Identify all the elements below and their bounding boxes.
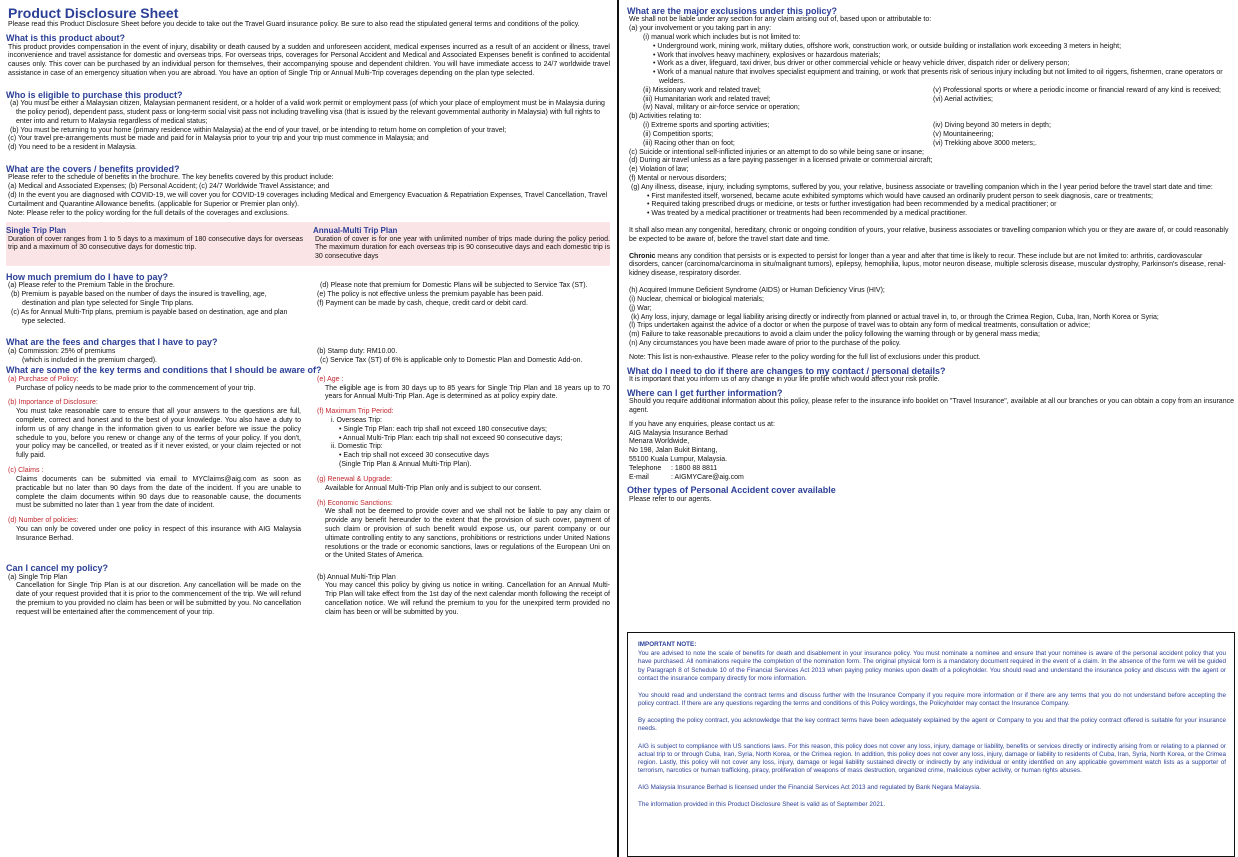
term-body: Available for Annual Multi-Trip Plan only and is subject to our consent.: [325, 484, 542, 492]
eligibility-item: (c) Your travel pre-arrangements must be made and paid for in Malaysia prior to your trip and your trip must commence in Malaysia; and: [8, 135, 429, 143]
important-note-paragraph: The information provided in this Product Disclosure Sheet is valid as of September 2021.: [638, 801, 886, 809]
exclusion-item: (iv) Naval, military or air-force service or operation;: [643, 104, 800, 112]
product-description: This product provides compensation in the event of injury, disability or death caused by a sudden and unforeseen accident, medical expenses incurred as a result of an accident or illness, travel inconvenience and travel assistance for domestic and overseas trips. For overseas trips, coverages for Personal Accident and Medical and Associated Expenses benefit is confined to accidental causes only. This cover can be purchased by an individual person for themselves, their accompanying spouse and dependent children. You will have immediate access to 24/7 worldwide travel assistance in case of an emergency situation when you are abroad. You have an option of Single Trip or Annual Multi-Trip coverages depending on the plan type selected.: [8, 43, 610, 77]
telephone-line: [629, 465, 1235, 474]
annual-trip-plan: [313, 226, 610, 262]
term-age: [315, 376, 610, 402]
section-heading-exclusions: What are the major exclusions under this policy?: [627, 6, 838, 16]
section-heading-other-cover: Other types of Personal Accident cover available: [627, 485, 836, 496]
eligibility-item: (a) You must be either a Malaysian citizen, Malaysian permanent resident, or a holder of a valid work permit or employment pass (of which your place of employment must be in Malaysia during the policy period), dependent pass, student pass or long-term social visit pass not including travelling visa (that is issued by the relevant governmental authority in Malaysia) with full rights to enter into and return to Malaysia regardless of medical status;: [10, 100, 605, 125]
telephone-value[interactable]: : 1800 88 8811: [671, 464, 718, 472]
address-line: AIG Malaysia Insurance Berhad: [629, 429, 728, 437]
enquiries-text: If you have any enquiries, please contact us at:: [629, 420, 775, 428]
term-title: (d) Number of policies:: [8, 517, 79, 525]
term-body: You must take reasonable care to ensure that all your answers to the questions are full, complete, correct and honest and to the best of your knowledge. You also have a duty to inform us of any change in the information given to us earlier before we issue the policy schedule to you, before you renew or change any of the terms of your policy. If you don't, your policy may be cancelled, or treated as if it never existed, or your claim rejected or not fully paid.: [16, 408, 301, 460]
exclusion-item: (i) manual work which includes but is not limited to:: [643, 33, 801, 41]
important-note-paragraph: By accepting the policy contract, you acknowledge that the key contract terms have been adequately explained by the agent or Company to you and that the policy contract offered is suitable for your insurance needs.: [638, 717, 1226, 733]
exclusion-bullet: • First manifested itself, worsened, became acute exhibited symptoms which would have caused an ordinarily prudent person to seek diagnosis, care or treatments;: [647, 192, 1153, 200]
term-body: Purchase of policy needs to be made prior to the commencement of your trip.: [16, 384, 256, 392]
exclusion-item: (m) Failure to take reasonable precautions to avoid a claim under the policy following the warning through or by general mass media;: [629, 331, 1040, 339]
section-heading-fees: What are the fees and charges that I have to pay?: [6, 337, 218, 348]
exclusion-note: Note: This list is non-exhaustive. Please refer to the policy wording for the full list of exclusions under this product.: [629, 353, 981, 361]
exclusion-item: (v) Professional sports or where a periodic income or financial reward of any kind is received;: [933, 86, 1221, 94]
other-cover-text: Please refer to our agents.: [629, 495, 712, 503]
page-title: Product Disclosure Sheet: [8, 5, 179, 21]
exclusion-bullet: • Was treated by a medical practitioner or treatments had been recommended by a medical practitioner.: [647, 210, 968, 218]
important-note-box: [627, 632, 1235, 857]
fee-item: (c) Service Tax (ST) of 6% is applicable only to Domestic Plan and Domestic Add-on.: [320, 356, 583, 364]
term-claims: [6, 467, 301, 511]
section-heading-cancel: Can I cancel my policy?: [6, 563, 109, 574]
single-trip-plan: [6, 226, 303, 262]
telephone-label: Telephone: [629, 464, 662, 472]
fees-columns: [6, 348, 610, 366]
exclusion-item: (b) Activities relating to:: [629, 113, 702, 121]
benefits-intro: Please refer to the schedule of benefits in the brochure. The key benefits covered by this product include:: [8, 174, 334, 182]
premium-item: (c) As for Annual Multi-Trip plans, premium is payable based on destination, age and plan type selected.: [11, 308, 288, 325]
activities-grid: [627, 122, 1235, 148]
premium-item: (d) Please note that premium for Domestic Plans will be subjected to Service Tax (ST).: [320, 282, 588, 290]
term-line: i. Overseas Trip:: [331, 417, 382, 425]
premium-item: (e) The policy is not effective unless the premium payable has been paid.: [317, 291, 544, 299]
term-line: (Single Trip Plan & Annual Multi-Trip Plan).: [339, 461, 472, 469]
term-title: (e) Age :: [317, 375, 344, 383]
exclusion-item: (e) Violation of law;: [629, 166, 689, 174]
exclusion-bullet: • Required taking prescribed drugs or medicine, or tests or further investigation had been recommended by a medical practitioner; or: [647, 201, 1057, 209]
chronic-definition: [629, 253, 1235, 279]
benefits-note: Note: Please refer to the policy wording for the full details of the coverages and exclusions.: [8, 209, 289, 217]
eligibility-item: (b) You must be returning to your home (primary residence within Malaysia) at the end of your travel, or be intending to return home on completion of your travel;: [10, 126, 507, 134]
exclusion-item: (v) Mountaineering;: [933, 130, 994, 138]
term-sanctions: [315, 500, 610, 562]
cancel-annual-title: (b) Annual Multi-Trip Plan: [317, 573, 396, 581]
section-heading-terms: What are some of the key terms and conditions that I should be aware of?: [6, 365, 322, 376]
term-body: Claims documents can be submitted via email to MYClaims@aig.com as soon as practicable but no later than 90 days from the date of the incident. If you are unable to complete the claim documents within 90 days due to reasonable cause, the documents must be submitted no later than 1 year from the date of incident.: [16, 475, 301, 510]
exclusion-bullet: • Work of a manual nature that involves specialist equipment and training, or work that presents risk of serious injury including but not limited to oil riggers, fishermen, crane operators or welders.: [653, 69, 1223, 86]
section-heading-product: What is this product about?: [6, 33, 125, 44]
term-title: (g) Renewal & Upgrade:: [317, 475, 393, 483]
term-title: (h) Economic Sanctions:: [317, 499, 393, 507]
term-line: • Each trip shall not exceed 30 consecutive days: [339, 452, 489, 460]
email-line: [629, 474, 1235, 483]
term-line: ii. Domestic Trip:: [331, 443, 383, 451]
cancel-single-body: Cancellation for Single Trip Plan is at our discretion. Any cancellation will be made on the date of your request provided that it is prior to the commencement of the trip. We will refund the premium to you provided no claim has been or will be submitted by you. No cancellation request will be entertained after the commencement of your trip.: [16, 582, 301, 616]
section-heading-eligibility: Who is eligible to purchase this product?: [6, 89, 183, 100]
term-title: (a) Purchase of Policy:: [8, 375, 79, 383]
term-renewal: [315, 476, 610, 494]
annual-trip-heading: Annual-Multi Trip Plan: [313, 226, 398, 236]
term-line: • Single Trip Plan: each trip shall not exceed 180 consecutive days;: [339, 425, 547, 433]
section-heading-further-info: Where can I get further information?: [627, 387, 783, 398]
section-heading-benefits: What are the covers / benefits provided?: [6, 164, 180, 175]
term-line: • Annual Multi-Trip Plan: each trip shall not exceed 90 consecutive days;: [339, 434, 563, 442]
address-line: 55100 Kuala Lumpur, Malaysia.: [629, 455, 728, 463]
exclusion-item: (h) Acquired Immune Deficient Syndrome (AIDS) or Human Deficiency Virus (HIV);: [629, 287, 885, 295]
exclusion-item: (a) your involvement or you taking part in any:: [629, 25, 772, 33]
premium-columns: [6, 282, 610, 326]
single-trip-heading: Single Trip Plan: [6, 226, 67, 236]
term-max-trip: [315, 408, 610, 470]
exclusions-intro: We shall not be liable under any section for any claim arising out of, based upon or attributable to:: [629, 16, 932, 24]
eligibility-item: (d) You need to be a resident in Malaysia.: [8, 144, 137, 152]
email-value[interactable]: : AIGMYCare@aig.com: [671, 473, 744, 481]
term-body: You can only be covered under one policy in respect of this insurance with AIG Malaysia Insurance Berhad.: [16, 525, 301, 542]
exclusion-item: (vi) Aerial activities;: [933, 95, 993, 103]
exclusion-item: (i) Extreme sports and sporting activities;: [643, 122, 770, 130]
exclusion-item: (g) Any illness, disease, injury, including symptoms, suffered by you, your relative, business associate or travelling companion which in the l year period before the travel start date and time:: [631, 183, 1213, 191]
premium-item: (b) Premium is payable based on the number of days the insured is travelling, age, destination and plan type selected for Single Trip plans.: [11, 291, 267, 308]
fee-item: (which is included in the premium charged).: [22, 356, 158, 364]
occupation-grid: [627, 87, 1235, 113]
plan-types-box: [6, 222, 610, 266]
contact-changes-text: It is important that you inform us of any change in your life profile which would affect your risk profile.: [629, 375, 940, 383]
right-column: [627, 0, 1235, 857]
address-line: Menara Worldwide,: [629, 438, 690, 446]
exclusion-bullet: • Work as a diver, lifeguard, taxi driver, bus driver or other commercial vehicle or heavy vehicle driver, dispatch rider or delivery person;: [653, 60, 1070, 68]
important-note-paragraph: AIG Malaysia Insurance Berhad is licensed under the Financial Services Act 2013 and regulated by Bank Negara Malaysia.: [638, 784, 982, 792]
chronic-term: Chronic: [629, 252, 656, 260]
annual-trip-text: Duration of cover is for one year with unlimited number of trips made during the policy period. The maximum duration for each overseas trip is 90 consecutive days and each domestic trip is 30 consecutive days: [315, 235, 610, 261]
important-note-title: IMPORTANT NOTE:: [638, 641, 697, 648]
chronic-text: means any condition that persists or is expected to persist for longer than a year and after that time is likely to recur. These include but are not limited to: arthritis, cardiovascular disorders, cancer (carcinoma/carcinoma in situ/malignant tumors), epilepsy, hemophilia, lupus, motor neuron disease, multiple sclerosis disease, muscular dystrophy, Parkinson's disease, renal-kidney disease, respiratory disorder.: [629, 252, 1226, 278]
exclusion-bullet: • Work that involves heavy machinery, explosives or hazardous materials;: [653, 51, 881, 59]
exclusion-item: (ii) Missionary work and related travel;: [643, 86, 761, 94]
exclusion-item: (k) Any loss, injury, damage or legal liability arising directly or indirectly from planned or actual travel in, to, or through the Crimea Region, Cuba, Iran, North Korea or Syria;: [631, 313, 1159, 321]
fee-item: (a) Commission: 25% of premiums: [8, 347, 116, 355]
premium-item: (a) Please refer to the Premium Table in the brochure.: [8, 282, 175, 290]
exclusion-item: (iii) Humanitarian work and related travel;: [643, 95, 771, 103]
exclusion-item: (j) War;: [629, 304, 652, 312]
exclusion-item: (ii) Competition sports;: [643, 130, 714, 138]
term-title: (b) Importance of Disclosure:: [8, 399, 98, 407]
address-line: No 198, Jalan Bukit Bintang,: [629, 447, 718, 455]
term-body: We shall not be deemed to provide cover and we shall not be liable to pay any claim or provide any benefit hereunder to the extent that the provision of such cover, payment of such claim or provision of such benefit would expose us, our parent company or our ultimate controlling entity to any sanctions, prohibitions or restrictions under United Nations resolutions or the trade or economic sanctions, laws or regulations of the European Uni on or the United States of America.: [325, 508, 610, 560]
terms-columns: [6, 376, 610, 567]
exclusion-item: (iii) Racing other than on foot;: [643, 139, 735, 147]
exclusion-item: (l) Trips undertaken against the advice of a doctor or when the purpose of travel was to obtain any form of medical treatments, consultation or advice;: [629, 322, 1091, 330]
exclusion-item: (n) Any circumstances you have been made aware of prior to the purchase of the policy.: [629, 339, 901, 347]
term-number-of-policies: [6, 517, 301, 543]
cancel-single-title: (a) Single Trip Plan: [8, 573, 68, 581]
left-column: [6, 0, 610, 857]
cancel-annual-body: You may cancel this policy by giving us notice in writing. Cancellation for an Annual Multi-Trip Plan will take effect from the 1st day of the next calendar month following the receipt of cancellation notice. We will refund the premium to you for the unexpired term provided no claim has been or will be submitted by you.: [325, 582, 610, 616]
term-disclosure: [6, 399, 301, 461]
further-info-text: Should you require additional information about this policy, please refer to the insurance info booklet on "Travel Insurance", available at all our branches or you can obtain a copy from an insurance agent.: [629, 398, 1234, 414]
section-heading-contact-changes: What do I need to do if there are changes to my contact / personal details?: [627, 365, 946, 376]
section-heading-premium: How much premium do I have to pay?: [6, 272, 169, 283]
term-body: The eligible age is from 30 days up to 85 years for Single Trip Plan and 18 years up to 70 years for Annual Multi-Trip Plan. Age is determined as at policy expiry date.: [325, 384, 610, 401]
term-purchase: [6, 376, 301, 394]
important-note-paragraph: You are advised to note the scale of benefits for death and disablement in your insurance policy. You must nominate a nominee and ensure that your nominee is aware of the personal accident policy that you have purchased. All nominations require the completion of the nomination form. The original physical form is a mandatory document required in the event of a claim. In the absence of the form we will be guided by Paragraph 8 of Schedule 10 of the Financial Services Act 2013 when paying policy monies upon death of a policyholder. You should read and understand the insurance policy and discuss with the agent or contact the insurance company directly for more information.: [638, 650, 1226, 682]
exclusion-item: (vi) Trekking above 3000 meters;.: [933, 139, 1037, 147]
column-divider: [617, 0, 619, 857]
exclusion-item: (iv) Diving beyond 30 meters in depth;: [933, 122, 1051, 130]
fee-item: (b) Stamp duty: RM10.00.: [317, 347, 398, 355]
term-title: (f) Maximum Trip Period:: [317, 408, 394, 416]
exclusion-also: It shall also mean any congenital, hereditary, chronic or ongoing condition of yours, your relative, business associates or travelling companion which you or they are aware of, or could reasonably be expected to be aware of, before the travel start date and time.: [629, 227, 1229, 243]
important-note-paragraph: You should read and understand the contract terms and discuss further with the Insurance Company if you require more information or if there are any terms that you do not understand before accepting the policy contract. If there are any questions regarding the terms and conditions of this Policy wordings, the Policyholder may contact the Insurance Company.: [638, 691, 1226, 708]
term-title: (c) Claims :: [8, 467, 44, 475]
email-label: E-mail: [629, 473, 649, 481]
benefits-covid: (d) In the event you are diagnosed with COVID-19, we will cover you for COVID-19 coverages including Medical and Emergency Evacuation & Repatriation Expenses, Travel Cancellation, Travel Curtailment and Quarantine Allowance benefits. (applicable for Superior or Premier plan only).: [8, 191, 608, 208]
exclusion-item: (f) Mental or nervous disorders;: [629, 174, 727, 182]
premium-item: (f) Payment can be made by cash, cheque, credit card or debit card.: [317, 300, 528, 308]
intro-text: Please read this Product Disclosure Sheet before you decide to take out the Travel Guard insurance policy. Be sure to also read the stipulated general terms and conditions of the policy.: [8, 21, 580, 29]
cancel-columns: [6, 574, 610, 618]
exclusion-item: (d) During air travel unless as a fare paying passenger in a licensed private or commercial aircraft;: [629, 157, 933, 165]
exclusion-item: (i) Nuclear, chemical or biological materials;: [629, 295, 764, 303]
exclusion-item: (c) Suicide or intentional self-inflicted injuries or an attempt to do so while being sane or insane;: [629, 148, 924, 156]
benefits-list: (a) Medical and Associated Expenses; (b) Personal Accident; (c) 24/7 Worldwide Travel Assistance; and: [8, 183, 330, 191]
exclusion-bullet: • Underground work, mining work, military duties, offshore work, construction work, or outside building or installation work exceeding 3 meters in height;: [653, 42, 1122, 50]
important-note-paragraph: AIG is subject to compliance with US sanctions laws. For this reason, this policy does not cover any loss, injury, damage or liability, benefits or services directly or indirectly arising from or relating to a planned or actual trip to or through Cuba, Iran, Syria, North Korea, or the Crimea region. In addition, this policy does not cover any loss, injury, damage or liability to residents of Cuba, Iran, Syria, North Korea, or the Crimea region. Lastly, this policy will not cover any loss, injury, damage or legal liability sustained directly or indirectly by any individual or entity identified on any applicable government watch lists as a supporter of terrorism, narcotics or human trafficking, piracy, proliferation of weapons of mass destruction, organized crime, malicious cyber activity, or human rights abuses.: [638, 742, 1226, 775]
single-trip-text: Duration of cover ranges from 1 to 5 days to a maximum of 180 consecutive days for overseas trip and a maximum of 30 consecutive days for domestic trip.: [8, 235, 303, 252]
